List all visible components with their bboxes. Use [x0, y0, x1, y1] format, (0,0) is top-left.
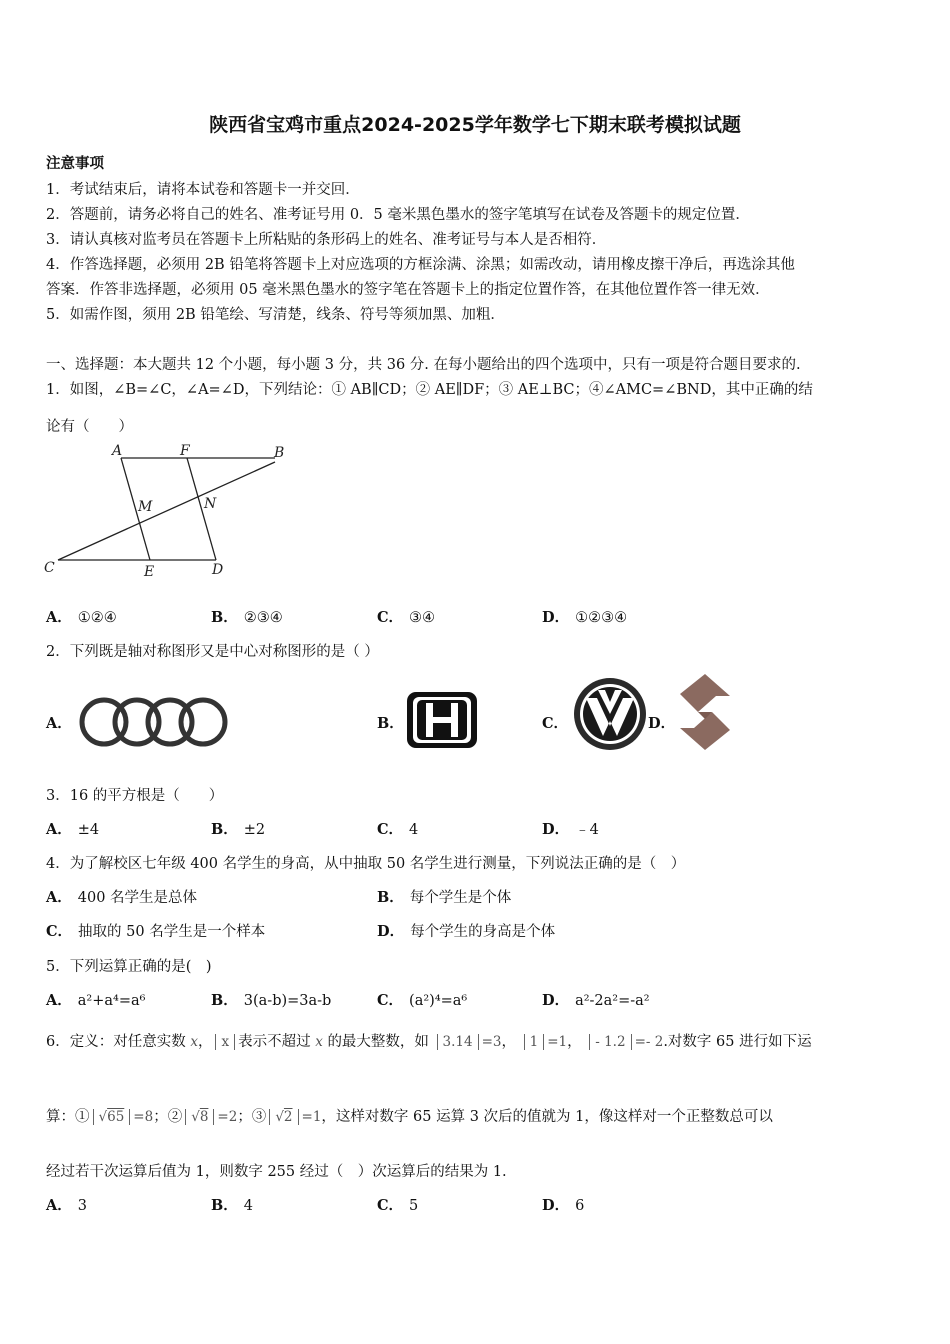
notice-item-5: 5．如需作图，须用 2B 铅笔绘、写清楚，线条、符号等须加黑、加粗．	[46, 307, 505, 323]
notice-item-1: 1．考试结束后，请将本试卷和答题卡一并交回．	[46, 182, 360, 198]
q6-option-c[interactable]: C． 5	[377, 1197, 419, 1214]
four-rings-logo-icon	[76, 695, 230, 749]
q3-option-c[interactable]: C． 4	[377, 821, 419, 838]
label-A: A	[112, 443, 123, 459]
q3-stem: 3．16 的平方根是（ ）	[46, 788, 224, 804]
q5-option-d[interactable]: D． a²-2a²=-a²	[542, 992, 650, 1009]
q2-option-b[interactable]: B．	[377, 715, 404, 732]
q1-stem: 1．如图，∠B=∠C，∠A=∠D，下列结论：① AB∥CD；② AE∥DF；③ AE⊥BC；④∠AMC=∠BND，其中正确的结	[46, 382, 813, 398]
q6-option-b[interactable]: B． 4	[211, 1197, 253, 1214]
notice-item-2: 2．答题前，请务必将自己的姓名、准考证号用 0．5 毫米黑色墨水的签字笔填写在试卷及答题卡的规定位置．	[46, 207, 750, 223]
q5-option-b[interactable]: B． 3(a-b)=3a-b	[211, 992, 332, 1009]
q4-option-b[interactable]: B． 每个学生是个体	[377, 889, 512, 906]
q2-option-d[interactable]: D．	[648, 715, 676, 732]
notice-item-3: 3．请认真核对监考员在答题卡上所粘贴的条形码上的姓名、准考证号与本人是否相符．	[46, 232, 607, 248]
q6-stem-line3: 经过若干次运算后值为 1，则数字 255 经过（ ）次运算后的结果为 1.	[46, 1164, 507, 1180]
s-logo-icon	[678, 672, 732, 752]
label-M: M	[138, 499, 153, 515]
label-N: N	[204, 496, 217, 512]
q6-option-d[interactable]: D． 6	[542, 1197, 585, 1214]
q4-option-d[interactable]: D． 每个学生的身高是个体	[377, 923, 556, 940]
q2-option-c[interactable]: C．	[542, 715, 569, 732]
q1-option-d[interactable]: D． ①②③④	[542, 609, 628, 626]
q6-option-a[interactable]: A． 3	[46, 1197, 87, 1214]
q1-option-c[interactable]: C． ③④	[377, 609, 436, 626]
q3-option-a[interactable]: A． ±4	[46, 821, 100, 838]
q1-stem-cont: 论有（ ）	[46, 419, 133, 435]
q3-option-b[interactable]: B． ±2	[211, 821, 266, 838]
notice-heading: 注意事项	[46, 155, 104, 172]
q5-stem: 5．下列运算正确的是( )	[46, 959, 212, 975]
notice-item-4-cont: 答案．作答非选择题，必须用 05 毫米黑色墨水的签字笔在答题卡上的指定位置作答，在其他位置作答一律无效．	[46, 282, 770, 298]
label-C: C	[44, 560, 55, 576]
q2-option-a[interactable]: A．	[46, 715, 72, 732]
q2-stem: 2．下列既是轴对称图形又是中心对称图形的是（ ）	[46, 644, 379, 660]
q3-option-d[interactable]: D． ﹣4	[542, 821, 599, 838]
q6-stem-line2: 算：① √65 =8；② √8 =2；③ √2 =1，这样对数字 65 运算 3 次后的值就为 1，像这样对一个正整数总可以	[46, 1109, 773, 1125]
label-E: E	[144, 564, 155, 580]
q5-option-c[interactable]: C． (a²)⁴=a⁶	[377, 992, 468, 1009]
label-D: D	[212, 562, 224, 578]
q6-stem-line1: 6．定义：对任意实数 x， x 表示不超过 x 的最大整数，如 3.14 =3， 1 =1， - 1.2 =- 2.对数字 65 进行如下运	[46, 1034, 812, 1050]
page-title: 陕西省宝鸡市重点2024-2025学年数学七下期末联考模拟试题	[209, 114, 741, 136]
q4-option-c[interactable]: C． 抽取的 50 名学生是一个样本	[46, 923, 266, 940]
q1-figure	[40, 440, 300, 580]
q1-option-a[interactable]: A． ①②④	[46, 609, 117, 626]
q4-option-a[interactable]: A． 400 名学生是总体	[46, 889, 198, 906]
q5-option-a[interactable]: A． a²+a⁴=a⁶	[46, 992, 146, 1009]
label-B: B	[274, 445, 285, 461]
vw-logo-icon	[571, 676, 649, 752]
section-heading: 一、选择题：本大题共 12 个小题，每小题 3 分，共 36 分. 在每小题给出的四个选项中，只有一项是符合题目要求的.	[46, 357, 801, 373]
notice-item-4: 4．作答选择题，必须用 2B 铅笔将答题卡上对应选项的方框涂满、涂黑；如需改动，请用橡皮擦干净后，再选涂其他	[46, 257, 795, 273]
h-logo-icon	[405, 690, 479, 750]
q1-option-b[interactable]: B． ②③④	[211, 609, 283, 626]
q4-stem: 4．为了解校区七年级 400 名学生的身高，从中抽取 50 名学生进行测量，下列说法正确的是（ ）	[46, 856, 686, 872]
label-F: F	[180, 443, 190, 459]
